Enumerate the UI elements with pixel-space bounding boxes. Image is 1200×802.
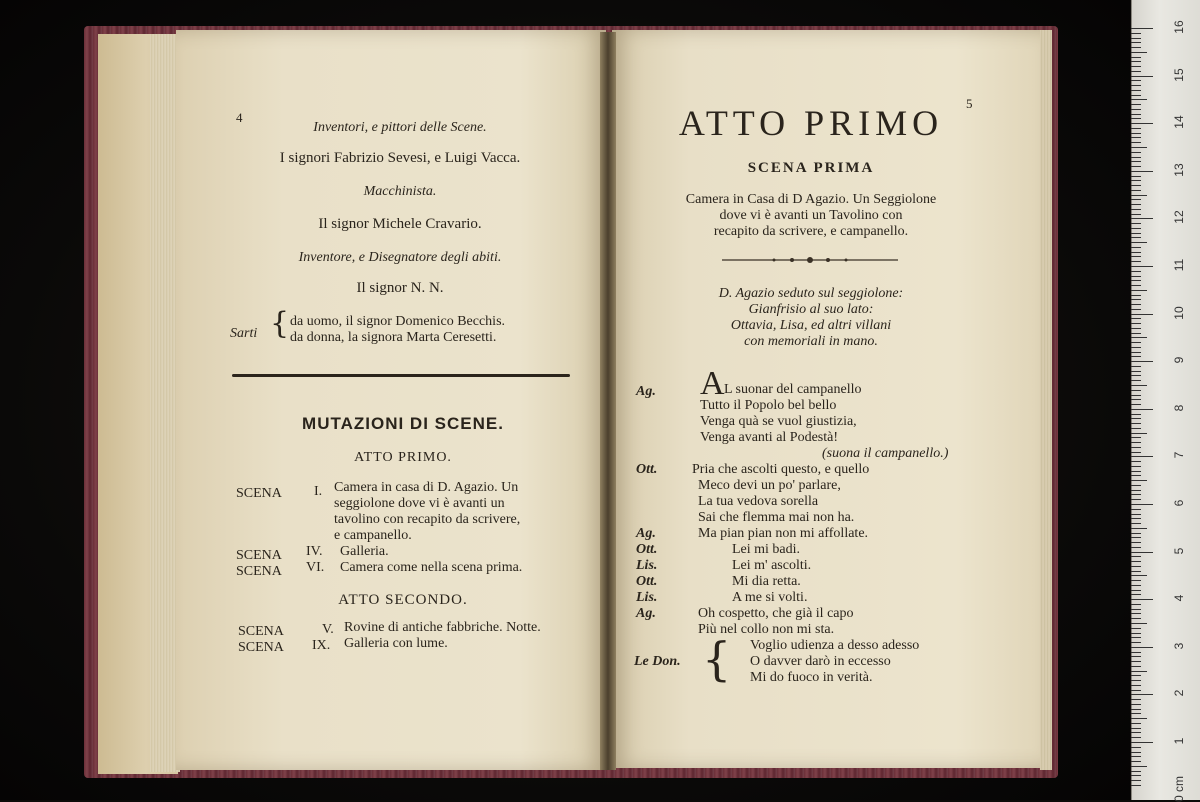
stage-direction-line: Gianfrisio al suo lato: — [748, 302, 874, 317]
ruler-tick — [1131, 61, 1141, 62]
scene-desc-line: Rovine di antiche fabbriche. Notte. — [344, 620, 541, 635]
ruler-tick — [1131, 633, 1141, 634]
ruler-tick — [1131, 318, 1141, 319]
mutazioni-title: MUTAZIONI DI SCENE. — [302, 414, 504, 433]
ruler-tick — [1131, 142, 1141, 143]
ruler-tick — [1131, 390, 1141, 391]
ruler-tick — [1131, 680, 1141, 681]
ruler-tick — [1131, 504, 1153, 505]
ruler-tick — [1131, 337, 1147, 338]
right-page-edges — [1040, 30, 1052, 770]
verse-line: Lei m' ascolti. — [732, 558, 812, 573]
heading-costume-designer: Inventore, e Disegnatore degli abiti. — [298, 250, 502, 265]
ruler-number: 2 — [1172, 690, 1186, 697]
ruler-tick — [1131, 38, 1141, 39]
verse-line: Mi dia retta. — [732, 574, 801, 589]
heading-scene-inventors: Inventori, e pittori delle Scene. — [313, 120, 487, 135]
ruler-tick — [1131, 247, 1141, 248]
speaker-label: Ag. — [636, 606, 656, 621]
ruler-tick — [1131, 690, 1141, 691]
verse-line: Pria che ascolti questo, e quello — [692, 462, 870, 477]
ruler-tick — [1131, 85, 1141, 86]
ruler-tick — [1131, 594, 1141, 595]
ruler-tick — [1131, 109, 1141, 110]
scene-desc-line: Camera in casa di D. Agazio. Un — [334, 480, 519, 495]
verse-line: L suonar del campanello — [724, 382, 862, 397]
stage-direction-inline: (suona il campanello.) — [822, 446, 949, 461]
verse-line: Mi do fuoco in verità. — [750, 670, 873, 685]
ruler-tick — [1131, 494, 1141, 495]
ruler-tick — [1131, 785, 1141, 786]
ruler-tick — [1131, 471, 1141, 472]
ruler-tick — [1131, 556, 1141, 557]
sarti-label: Sarti — [230, 326, 258, 341]
ruler-tick — [1131, 437, 1141, 438]
scene-label: SCENA — [238, 640, 284, 655]
verse-line: Voglio udienza a desso adesso — [750, 638, 920, 653]
setting-line: recapito da scrivere, e campanello. — [713, 224, 909, 239]
ruler-tick — [1131, 218, 1153, 219]
ruler-tick — [1131, 242, 1147, 243]
drop-cap: A — [700, 365, 725, 402]
ruler-tick — [1131, 713, 1141, 714]
costume-designer-name: Il signor N. N. — [356, 280, 444, 296]
ruler-tick — [1131, 42, 1141, 43]
scene-heading: SCENA PRIMA — [747, 160, 875, 176]
ruler-tick — [1131, 414, 1141, 415]
ruler-tick — [1131, 380, 1141, 381]
scene-number: I. — [314, 484, 323, 499]
ruler-tick — [1131, 214, 1141, 215]
ruler-tick — [1131, 356, 1141, 357]
ruler-tick — [1131, 171, 1153, 172]
ruler-tick — [1131, 480, 1147, 481]
ruler-tick — [1131, 771, 1141, 772]
ruler-tick — [1131, 461, 1141, 462]
ruler-tick — [1131, 509, 1141, 510]
verse-line: Venga avanti al Podestà! — [700, 430, 839, 445]
ruler-tick — [1131, 128, 1141, 129]
left-page — [176, 30, 606, 770]
ruler-tick — [1131, 280, 1141, 281]
ruler-tick — [1131, 395, 1141, 396]
speaker-label: Lis. — [636, 590, 658, 605]
ruler-tick — [1131, 666, 1141, 667]
ruler-tick — [1131, 728, 1141, 729]
ruler-tick — [1131, 342, 1141, 343]
measuring-ruler — [1131, 0, 1200, 800]
ruler-tick — [1131, 185, 1141, 186]
ruler-tick — [1131, 452, 1141, 453]
ruler-tick — [1131, 290, 1147, 291]
scene-label: SCENA — [236, 486, 282, 501]
ruler-tick — [1131, 385, 1147, 386]
sarti-line-1: da uomo, il signor Domenico Becchis. — [290, 314, 506, 329]
ruler-tick — [1131, 176, 1141, 177]
ruler-tick — [1131, 637, 1141, 638]
ruler-tick — [1131, 775, 1141, 776]
ruler-tick — [1131, 628, 1141, 629]
speaker-label: Ott. — [636, 542, 658, 557]
speaker-label: Ott. — [636, 574, 658, 589]
ruler-tick — [1131, 133, 1141, 134]
scene-desc-line: Camera come nella scena prima. — [340, 560, 523, 575]
speaker-label: Lis. — [636, 558, 658, 573]
verse-line: A me si volti. — [732, 590, 808, 605]
le-don-brace: { — [702, 632, 732, 686]
ruler-number: 9 — [1172, 356, 1186, 364]
verse-line: Ma pian pian non mi affollate. — [698, 526, 869, 541]
ruler-tick — [1131, 204, 1141, 205]
ruler-tick — [1131, 409, 1153, 410]
ruler-tick — [1131, 118, 1141, 119]
ruler-tick — [1131, 514, 1141, 515]
ruler-tick — [1131, 271, 1141, 272]
setting-line: Camera in Casa di D Agazio. Un Seggiolone — [685, 192, 937, 207]
ruler-tick — [1131, 604, 1141, 605]
ruler-number: 7 — [1172, 452, 1186, 459]
ruler-tick — [1131, 699, 1141, 700]
ruler-tick — [1131, 66, 1141, 67]
scene-desc-line: e campanello. — [334, 528, 412, 543]
machinist-name: Il signor Michele Cravario. — [318, 216, 482, 232]
ruler-tick — [1131, 732, 1141, 733]
verse-line: Più nel collo non mi sta. — [698, 622, 835, 637]
ruler-tick — [1131, 209, 1141, 210]
ruler-tick — [1131, 95, 1141, 96]
ruler-tick — [1131, 547, 1141, 548]
ruler-tick — [1131, 361, 1153, 362]
ruler-tick — [1131, 57, 1141, 58]
ruler-tick — [1131, 104, 1141, 105]
heading-machinist: Macchinista. — [363, 184, 437, 199]
ruler-tick — [1131, 575, 1147, 576]
ruler-number: 3 — [1172, 642, 1186, 650]
ruler-tick — [1131, 47, 1141, 48]
ruler-tick — [1131, 418, 1141, 419]
ruler-tick — [1131, 566, 1141, 567]
ruler-tick — [1131, 466, 1141, 467]
ruler-tick — [1131, 499, 1141, 500]
section-divider-rule — [232, 374, 570, 377]
ruler-tick — [1131, 161, 1141, 162]
ruler-tick — [1131, 28, 1153, 29]
ruler-tick — [1131, 114, 1141, 115]
speaker-label: Ag. — [636, 384, 656, 399]
ruler-tick — [1131, 642, 1141, 643]
ruler-tick — [1131, 685, 1141, 686]
speaker-label: Ott. — [636, 462, 658, 477]
scene-number: VI. — [306, 560, 325, 575]
ruler-tick — [1131, 261, 1141, 262]
scene-desc-line: Galleria. — [340, 544, 389, 559]
act-title: ATTO PRIMO — [678, 103, 944, 143]
ruler-tick — [1131, 71, 1141, 72]
ruler-tick — [1131, 675, 1141, 676]
ruler-tick — [1131, 304, 1141, 305]
ruler-tick — [1131, 323, 1141, 324]
ruler-tick — [1131, 523, 1141, 524]
ruler-tick — [1131, 609, 1141, 610]
ruler-number: 10 — [1172, 305, 1186, 320]
ruler-tick — [1131, 423, 1141, 424]
ruler-tick — [1131, 780, 1141, 781]
act2-heading: ATTO SECONDO. — [338, 592, 468, 608]
scene-desc-line: Galleria con lume. — [344, 636, 448, 651]
ruler-tick — [1131, 309, 1141, 310]
ruler-tick — [1131, 99, 1147, 100]
ruler-tick — [1131, 761, 1141, 762]
ruler-tick — [1131, 552, 1153, 553]
right-page-number: 5 — [966, 96, 973, 111]
ruler-number: 14 — [1172, 115, 1186, 129]
ruler-tick — [1131, 723, 1141, 724]
scene-desc-line: tavolino con recapito da scrivere, — [334, 512, 521, 527]
act1-heading: ATTO PRIMO. — [354, 450, 452, 465]
ruler-number: 8 — [1172, 404, 1186, 412]
decorative-ornament — [722, 256, 898, 264]
verse-line: Lei mi badi. — [732, 542, 801, 557]
ruler-tick — [1131, 590, 1141, 591]
verse-line: Tutto il Popolo bel bello — [700, 398, 837, 413]
ruler-number: 16 — [1172, 20, 1186, 34]
left-page-number: 4 — [236, 110, 243, 125]
ruler-number: 13 — [1172, 163, 1186, 177]
setting-line: dove vi è avanti un Tavolino con — [719, 208, 903, 223]
ruler-tick — [1131, 333, 1141, 334]
sarti-brace: { — [270, 306, 290, 341]
verse-line: Venga quà se vuol giustizia, — [700, 414, 857, 429]
ruler-tick — [1131, 347, 1141, 348]
scene-label: SCENA — [236, 548, 282, 563]
ruler-tick — [1131, 433, 1147, 434]
ruler-number: 1 — [1172, 737, 1186, 745]
verse-line: O davver darò in eccesso — [750, 654, 891, 669]
ruler-tick — [1131, 475, 1141, 476]
ruler-tick — [1131, 442, 1141, 443]
ruler-tick — [1131, 157, 1141, 158]
ruler-tick — [1131, 33, 1141, 34]
ruler-tick — [1131, 613, 1141, 614]
ruler-tick — [1131, 571, 1141, 572]
book-gutter — [600, 32, 616, 770]
le-don-label: Le Don. — [634, 654, 681, 669]
ruler-tick — [1131, 542, 1141, 543]
ruler-number: 15 — [1172, 67, 1186, 82]
ruler-tick — [1131, 223, 1141, 224]
ruler-tick — [1131, 752, 1141, 753]
ruler-tick — [1131, 328, 1141, 329]
ruler-tick — [1131, 352, 1141, 353]
ruler-tick — [1131, 366, 1141, 367]
ruler-tick — [1131, 737, 1141, 738]
ruler-tick — [1131, 694, 1153, 695]
ruler-tick — [1131, 580, 1141, 581]
ruler-tick — [1131, 190, 1141, 191]
ruler-number: 5 — [1172, 547, 1186, 554]
ruler-tick — [1131, 299, 1141, 300]
verse-line: Sai che flemma mai non ha. — [698, 510, 855, 525]
ruler-tick — [1131, 295, 1141, 296]
ruler-tick — [1131, 599, 1153, 600]
ruler-tick — [1131, 90, 1141, 91]
scene-label: SCENA — [236, 564, 282, 579]
ruler-tick — [1131, 233, 1141, 234]
sarti-line-2: da donna, la signora Marta Ceresetti. — [290, 330, 497, 345]
ruler-tick — [1131, 671, 1147, 672]
ruler-tick — [1131, 709, 1141, 710]
ruler-tick — [1131, 199, 1141, 200]
ruler-tick — [1131, 266, 1153, 267]
ruler-tick — [1131, 656, 1141, 657]
ruler-tick — [1131, 533, 1141, 534]
speaker-label: Ag. — [636, 526, 656, 541]
ruler-tick — [1131, 137, 1141, 138]
ruler-tick — [1131, 585, 1141, 586]
ruler-tick — [1131, 80, 1141, 81]
scene-number: IX. — [312, 638, 331, 653]
ruler-number: 6 — [1172, 499, 1186, 507]
ruler-tick — [1131, 375, 1141, 376]
stage-direction-line: D. Agazio seduto sul seggiolone: — [718, 286, 904, 301]
scene-desc-line: seggiolone dove vi è avanti un — [334, 496, 505, 511]
stage-direction-line: Ottavia, Lisa, ed altri villani — [730, 318, 892, 333]
ruler-tick — [1131, 195, 1147, 196]
ruler-tick — [1131, 52, 1147, 53]
ruler-tick — [1131, 404, 1141, 405]
ruler-tick — [1131, 147, 1147, 148]
verse-line: Meco devi un po' parlare, — [698, 478, 841, 493]
ruler-tick — [1131, 399, 1141, 400]
ruler-tick — [1131, 537, 1141, 538]
ruler-tick — [1131, 766, 1147, 767]
ruler-number: 4 — [1172, 594, 1186, 602]
verse-line: Oh cospetto, che già il capo — [698, 606, 854, 621]
ruler-tick — [1131, 623, 1147, 624]
ruler-tick — [1131, 252, 1141, 253]
verse-line: La tua vedova sorella — [698, 494, 819, 509]
ruler-tick — [1131, 742, 1153, 743]
ruler-tick — [1131, 76, 1153, 77]
ruler-tick — [1131, 718, 1147, 719]
ruler-tick — [1131, 528, 1147, 529]
ruler-tick — [1131, 485, 1141, 486]
scene-number: V. — [322, 622, 334, 637]
ruler-number: 11 — [1172, 258, 1186, 272]
stage-direction-line: con memoriali in mano. — [744, 334, 878, 349]
ruler-tick — [1131, 747, 1141, 748]
ruler-tick — [1131, 180, 1141, 181]
ruler-tick — [1131, 152, 1141, 153]
ruler-tick — [1131, 618, 1141, 619]
ruler-tick — [1131, 314, 1153, 315]
ruler-tick — [1131, 428, 1141, 429]
ruler-tick — [1131, 561, 1141, 562]
scene-label: SCENA — [238, 624, 284, 639]
ruler-tick — [1131, 661, 1141, 662]
ruler-number: 0 cm — [1172, 775, 1186, 802]
ruler-tick — [1131, 704, 1141, 705]
ruler-tick — [1131, 756, 1141, 757]
ruler-tick — [1131, 652, 1141, 653]
ruler-tick — [1131, 237, 1141, 238]
scene-number: IV. — [306, 544, 323, 559]
ruler-tick — [1131, 285, 1141, 286]
inventors-names: I signori Fabrizio Sevesi, e Luigi Vacca. — [279, 150, 521, 166]
ruler-tick — [1131, 447, 1141, 448]
ruler-tick — [1131, 256, 1141, 257]
ruler-tick — [1131, 123, 1153, 124]
ruler-tick — [1131, 456, 1153, 457]
ruler-tick — [1131, 166, 1141, 167]
ruler-number: 12 — [1172, 210, 1186, 225]
ruler-tick — [1131, 490, 1141, 491]
ruler-tick — [1131, 371, 1141, 372]
ruler-tick — [1131, 518, 1141, 519]
ruler-tick — [1131, 228, 1141, 229]
ruler-tick — [1131, 276, 1141, 277]
ruler-tick — [1131, 647, 1153, 648]
